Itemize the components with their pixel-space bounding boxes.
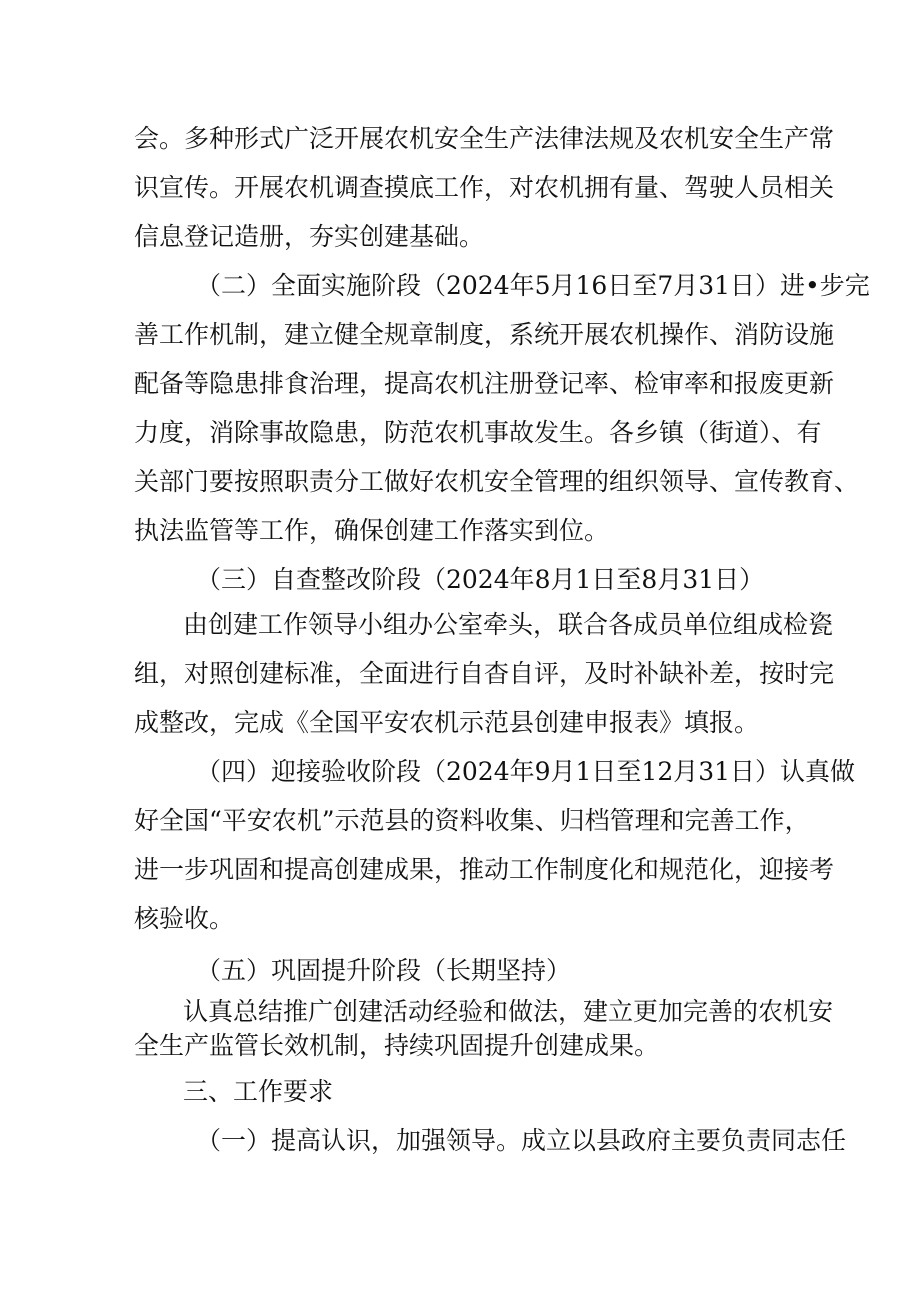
section-heading: 三、工作要求 bbox=[183, 1077, 334, 1106]
text-line: 好全国“平安农机”示范县的资料收集、归档管理和完善工作， bbox=[134, 806, 810, 835]
text-line: 善工作机制，建立健全规章制度，系统开展农机操作、消防设施 bbox=[134, 320, 835, 349]
text-line: 力度，消除事故隐患，防范农机事故发生。各乡镇（街道）、有 bbox=[134, 418, 822, 447]
text-line: 进一步巩固和提高创建成果，推动工作制度化和规范化，迎接考 bbox=[134, 855, 835, 884]
text-line: 配备等隐患排食治理，提高农机注册登记率、检审率和报废更新 bbox=[134, 369, 835, 398]
text-line: 识宣传。开展农机调查摸底工作，对农机拥有量、驾驶人员相关 bbox=[134, 173, 835, 202]
text-line: 会。多种形式广泛开展农机安全生产法律法规及农机安全生产常 bbox=[134, 124, 835, 153]
text-line: 认真总结推广创建活动经验和做法，建立更加完善的农机安 bbox=[183, 997, 834, 1026]
text-line: 关部门要按照职责分工做好农机安全管理的组织领导、宣传教育、 bbox=[134, 467, 860, 496]
section-heading: （二）全面实施阶段（2024年5月16日至7月31日）进•步完 bbox=[196, 271, 870, 300]
text-line: 组，对照创建标准，全面进行自杳自评，及时补缺补差，按时完 bbox=[134, 659, 835, 688]
text-line: 由创建工作领导小组办公室牵头，联合各成员单位组成检瓷 bbox=[183, 610, 834, 639]
section-heading: （四）迎接验收阶段（2024年9月1日至12月31日）认真做 bbox=[196, 757, 856, 786]
text-line: 执法监管等工作，确保创建工作落实到位。 bbox=[134, 516, 610, 545]
section-heading: （三）自查整改阶段（2024年8月1日至8月31日） bbox=[196, 565, 765, 594]
section-heading: （一）提高认识，加强领导。成立以县政府主要负责同志任 bbox=[196, 1126, 847, 1155]
section-heading: （五）巩固提升阶段（长期坚持） bbox=[196, 956, 572, 985]
text-line: 成整改，完成《全国平安农机示范县创建申报表》填报。 bbox=[134, 708, 760, 737]
text-line: 全生产监管长效机制，持续巩固提升创建成果。 bbox=[134, 1031, 660, 1060]
text-line: 信息登记造册，夯实创建基础。 bbox=[134, 222, 485, 251]
text-line: 核验收。 bbox=[134, 904, 235, 933]
